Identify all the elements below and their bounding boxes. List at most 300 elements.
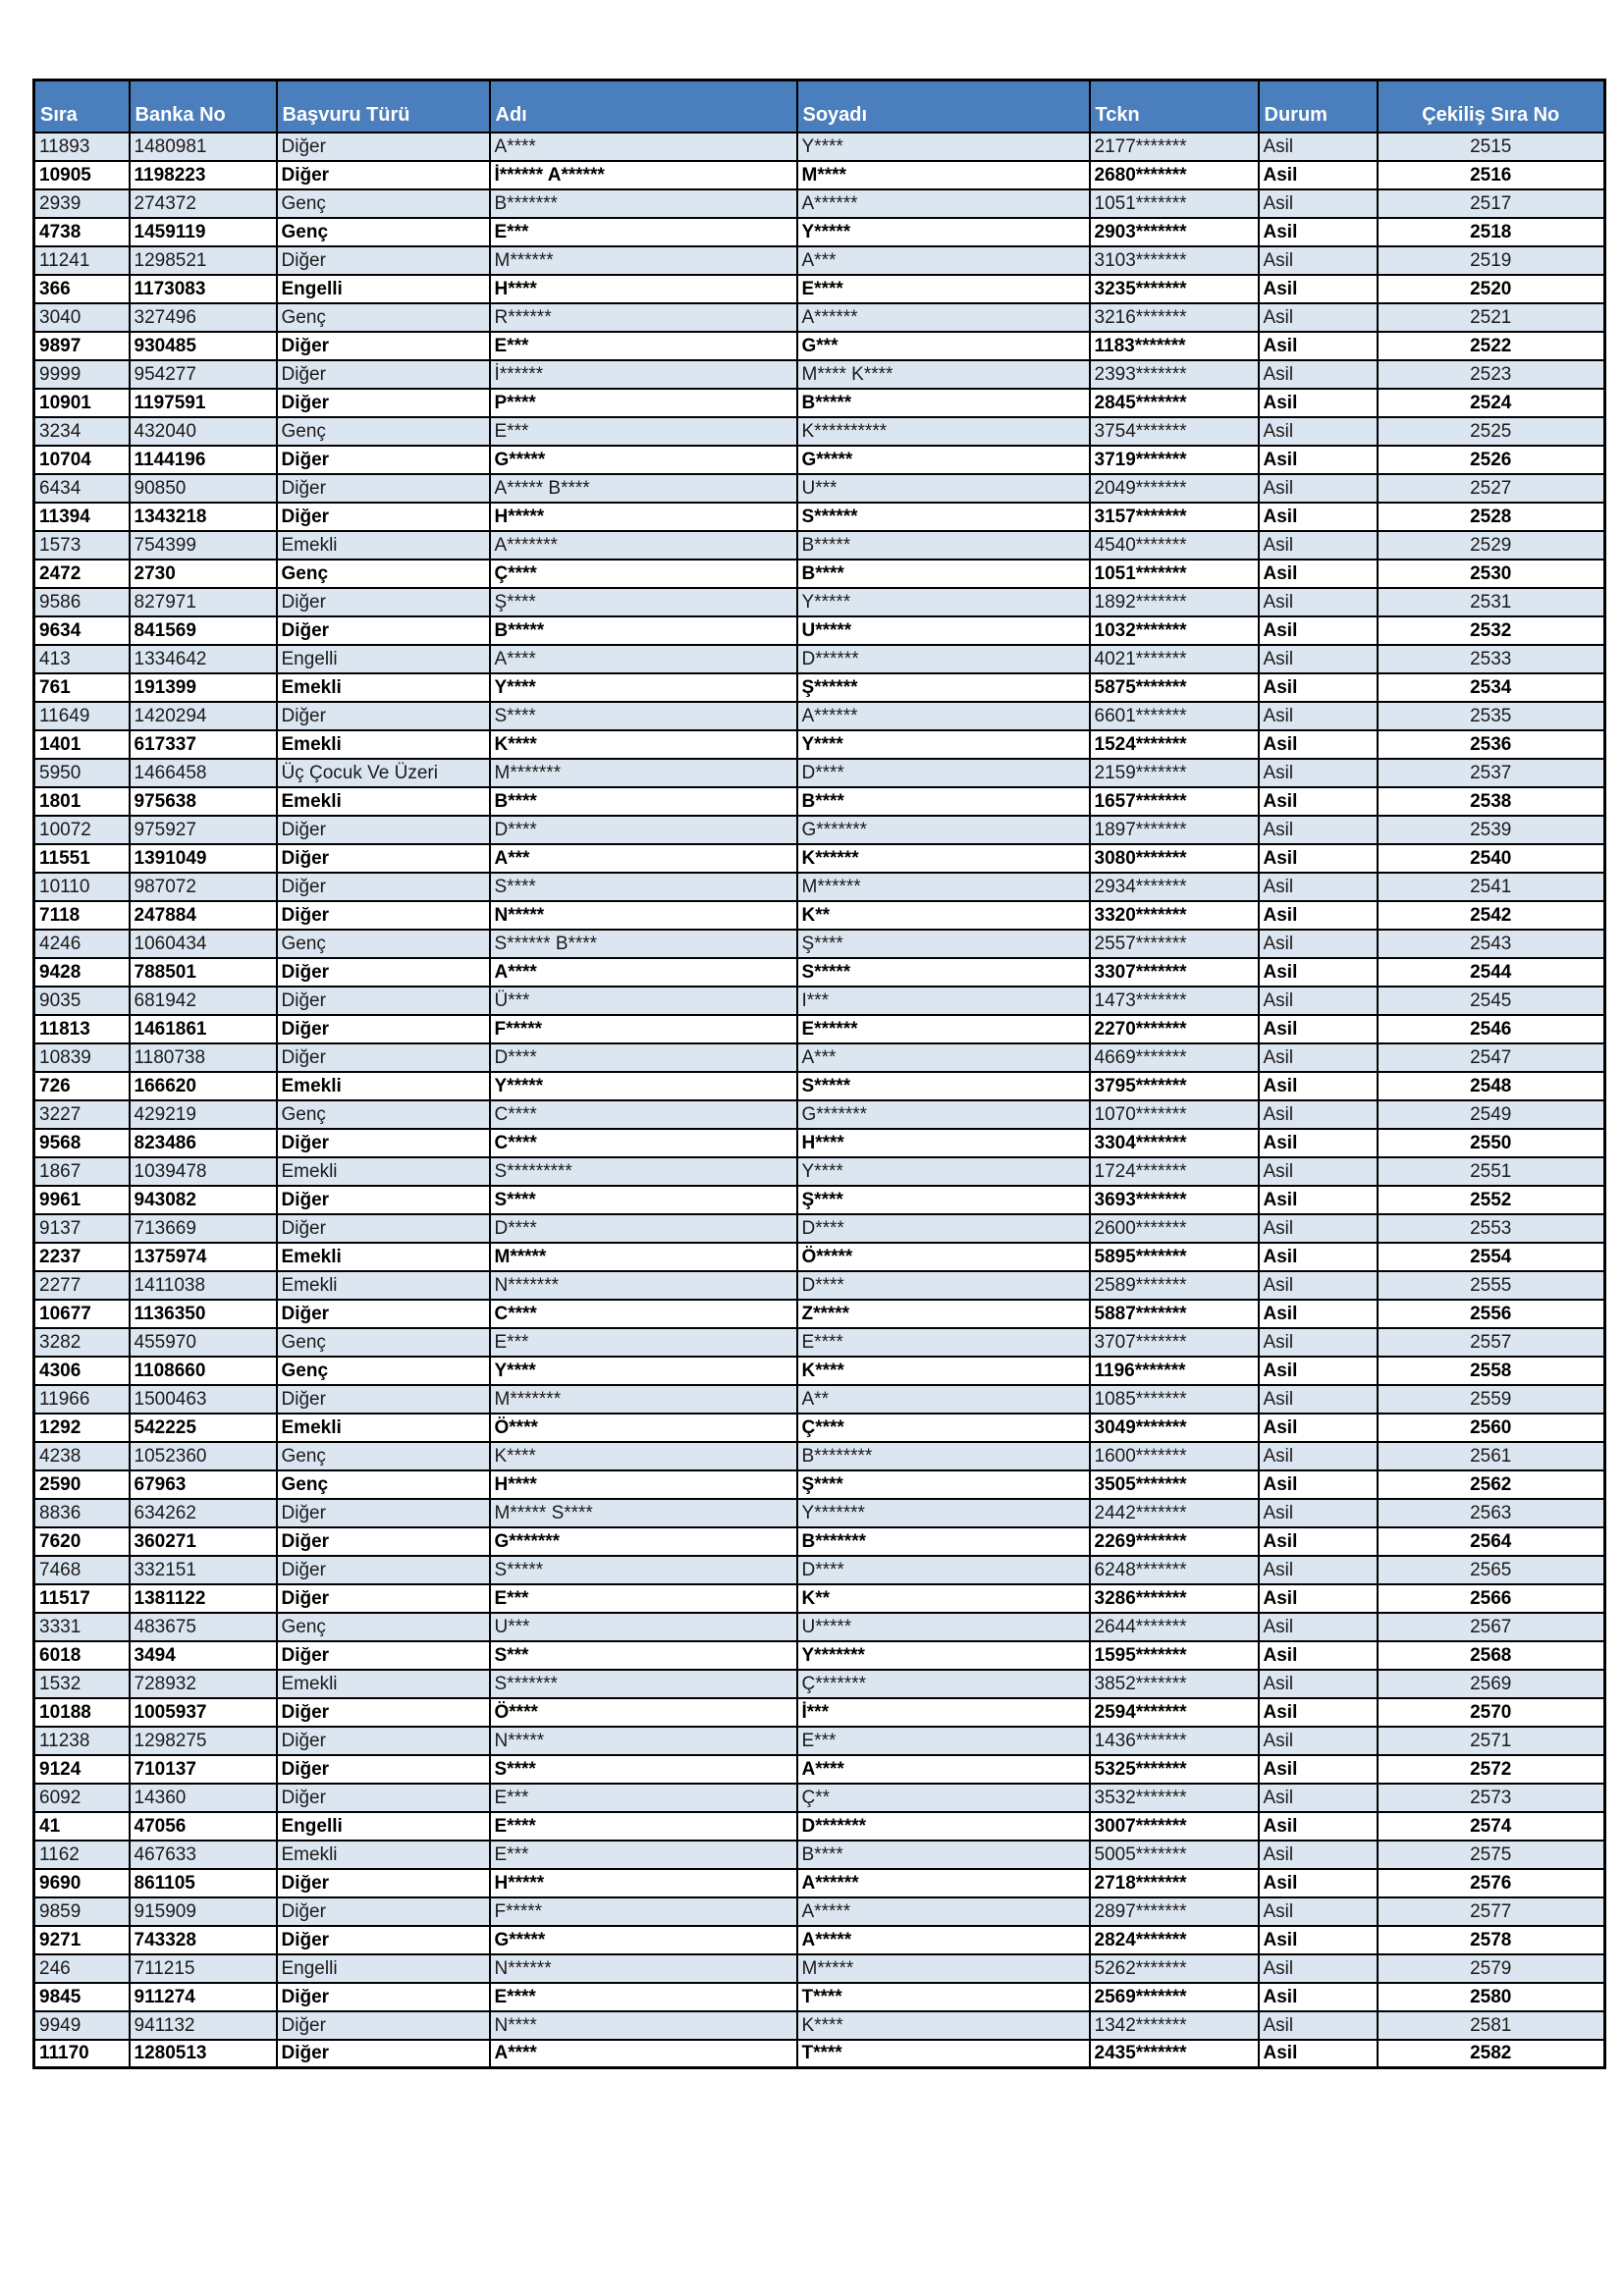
cell-basvuru_turu: Genç <box>277 189 490 218</box>
cell-banka_no: 911274 <box>130 1983 277 2011</box>
cell-durum: Asil <box>1259 1385 1378 1414</box>
cell-soyadi: M****** <box>797 873 1090 901</box>
cell-durum: Asil <box>1259 1584 1378 1613</box>
table-row <box>34 730 1605 759</box>
cell-adi: D**** <box>490 1214 797 1243</box>
cell-adi: H**** <box>490 1470 797 1499</box>
cell-banka_no: 47056 <box>130 1812 277 1841</box>
cell-soyadi: Ş**** <box>797 1470 1090 1499</box>
cell-adi: Y**** <box>490 1357 797 1385</box>
cell-sira: 2939 <box>34 189 130 218</box>
cell-durum: Asil <box>1259 246 1378 275</box>
cell-banka_no: 930485 <box>130 332 277 360</box>
cell-soyadi: Y******* <box>797 1641 1090 1670</box>
cell-adi: A******* <box>490 531 797 560</box>
cell-tckn: 1183******* <box>1090 332 1259 360</box>
cell-cekilis_sira_no: 2561 <box>1378 1442 1605 1470</box>
cell-soyadi: D**** <box>797 1556 1090 1584</box>
cell-banka_no: 1039478 <box>130 1157 277 1186</box>
cell-cekilis_sira_no: 2575 <box>1378 1841 1605 1869</box>
cell-cekilis_sira_no: 2530 <box>1378 560 1605 588</box>
cell-adi: A**** <box>490 958 797 987</box>
header-row <box>34 80 1605 133</box>
cell-cekilis_sira_no: 2532 <box>1378 616 1605 645</box>
cell-cekilis_sira_no: 2544 <box>1378 958 1605 987</box>
cell-banka_no: 432040 <box>130 417 277 446</box>
cell-banka_no: 1144196 <box>130 446 277 474</box>
cell-banka_no: 467633 <box>130 1841 277 1869</box>
table-row <box>34 417 1605 446</box>
cell-basvuru_turu: Diğer <box>277 987 490 1015</box>
table-row <box>34 2011 1605 2040</box>
cell-soyadi: E**** <box>797 1328 1090 1357</box>
cell-sira: 9845 <box>34 1983 130 2011</box>
cell-cekilis_sira_no: 2580 <box>1378 1983 1605 2011</box>
cell-basvuru_turu: Diğer <box>277 1698 490 1727</box>
cell-basvuru_turu: Genç <box>277 1100 490 1129</box>
cell-basvuru_turu: Diğer <box>277 702 490 730</box>
cell-cekilis_sira_no: 2516 <box>1378 161 1605 189</box>
cell-soyadi: T**** <box>797 1983 1090 2011</box>
cell-sira: 2237 <box>34 1243 130 1271</box>
table-row <box>34 1271 1605 1300</box>
cell-tckn: 5895******* <box>1090 1243 1259 1271</box>
cell-sira: 2472 <box>34 560 130 588</box>
cell-basvuru_turu: Diğer <box>277 1727 490 1755</box>
cell-adi: S********* <box>490 1157 797 1186</box>
cell-durum: Asil <box>1259 133 1378 161</box>
cell-sira: 4238 <box>34 1442 130 1470</box>
cell-cekilis_sira_no: 2528 <box>1378 503 1605 531</box>
cell-cekilis_sira_no: 2576 <box>1378 1869 1605 1897</box>
cell-tckn: 3049******* <box>1090 1414 1259 1442</box>
cell-soyadi: G*** <box>797 332 1090 360</box>
cell-tckn: 2824******* <box>1090 1926 1259 1954</box>
cell-sira: 1573 <box>34 531 130 560</box>
table-row <box>34 1442 1605 1470</box>
cell-durum: Asil <box>1259 1157 1378 1186</box>
table-row <box>34 1926 1605 1954</box>
cell-tckn: 3320******* <box>1090 901 1259 930</box>
cell-banka_no: 788501 <box>130 958 277 987</box>
cell-soyadi: Ş**** <box>797 930 1090 958</box>
cell-basvuru_turu: Engelli <box>277 1954 490 1983</box>
cell-cekilis_sira_no: 2518 <box>1378 218 1605 246</box>
table-row <box>34 1897 1605 1926</box>
cell-durum: Asil <box>1259 1499 1378 1527</box>
cell-adi: Ç**** <box>490 560 797 588</box>
cell-banka_no: 67963 <box>130 1470 277 1499</box>
cell-adi: E*** <box>490 417 797 446</box>
cell-banka_no: 455970 <box>130 1328 277 1357</box>
cell-tckn: 3304******* <box>1090 1129 1259 1157</box>
cell-durum: Asil <box>1259 218 1378 246</box>
cell-durum: Asil <box>1259 1897 1378 1926</box>
cell-cekilis_sira_no: 2541 <box>1378 873 1605 901</box>
cell-banka_no: 743328 <box>130 1926 277 1954</box>
cell-basvuru_turu: Diğer <box>277 1015 490 1043</box>
cell-cekilis_sira_no: 2556 <box>1378 1300 1605 1328</box>
cell-adi: F***** <box>490 1015 797 1043</box>
table-row <box>34 1328 1605 1357</box>
table-row <box>34 987 1605 1015</box>
cell-basvuru_turu: Engelli <box>277 645 490 673</box>
cell-tckn: 3754******* <box>1090 417 1259 446</box>
cell-tckn: 2159******* <box>1090 759 1259 787</box>
cell-soyadi: B******* <box>797 1527 1090 1556</box>
cell-cekilis_sira_no: 2535 <box>1378 702 1605 730</box>
table-row <box>34 673 1605 702</box>
cell-basvuru_turu: Diğer <box>277 474 490 503</box>
cell-adi: M***** <box>490 1243 797 1271</box>
cell-sira: 9859 <box>34 1897 130 1926</box>
cell-soyadi: D**** <box>797 759 1090 787</box>
cell-sira: 8836 <box>34 1499 130 1527</box>
cell-basvuru_turu: Diğer <box>277 1499 490 1527</box>
cell-tckn: 1892******* <box>1090 588 1259 616</box>
cell-banka_no: 1375974 <box>130 1243 277 1271</box>
cell-basvuru_turu: Diğer <box>277 1784 490 1812</box>
cell-tckn: 4021******* <box>1090 645 1259 673</box>
cell-adi: U*** <box>490 1613 797 1641</box>
cell-adi: F***** <box>490 1897 797 1926</box>
cell-banka_no: 1108660 <box>130 1357 277 1385</box>
cell-soyadi: E****** <box>797 1015 1090 1043</box>
cell-tckn: 2393******* <box>1090 360 1259 389</box>
cell-banka_no: 429219 <box>130 1100 277 1129</box>
cell-cekilis_sira_no: 2523 <box>1378 360 1605 389</box>
cell-durum: Asil <box>1259 1812 1378 1841</box>
cell-sira: 9137 <box>34 1214 130 1243</box>
cell-soyadi: K**** <box>797 1357 1090 1385</box>
cell-tckn: 2644******* <box>1090 1613 1259 1641</box>
cell-banka_no: 713669 <box>130 1214 277 1243</box>
cell-basvuru_turu: Diğer <box>277 161 490 189</box>
cell-cekilis_sira_no: 2560 <box>1378 1414 1605 1442</box>
cell-sira: 11551 <box>34 844 130 873</box>
cell-durum: Asil <box>1259 1670 1378 1698</box>
column-header-banka_no: Banka No <box>130 80 277 133</box>
cell-banka_no: 1500463 <box>130 1385 277 1414</box>
cell-durum: Asil <box>1259 389 1378 417</box>
cell-cekilis_sira_no: 2565 <box>1378 1556 1605 1584</box>
cell-basvuru_turu: Emekli <box>277 1072 490 1100</box>
cell-soyadi: D******* <box>797 1812 1090 1841</box>
cell-durum: Asil <box>1259 1784 1378 1812</box>
cell-adi: C**** <box>490 1100 797 1129</box>
cell-banka_no: 3494 <box>130 1641 277 1670</box>
cell-adi: S***** <box>490 1556 797 1584</box>
cell-basvuru_turu: Diğer <box>277 446 490 474</box>
cell-banka_no: 2730 <box>130 560 277 588</box>
cell-sira: 10704 <box>34 446 130 474</box>
cell-sira: 10839 <box>34 1043 130 1072</box>
cell-cekilis_sira_no: 2536 <box>1378 730 1605 759</box>
cell-banka_no: 1411038 <box>130 1271 277 1300</box>
cell-soyadi: T**** <box>797 2040 1090 2068</box>
cell-sira: 11649 <box>34 702 130 730</box>
cell-sira: 11170 <box>34 2040 130 2068</box>
cell-basvuru_turu: Diğer <box>277 901 490 930</box>
cell-adi: Ş**** <box>490 588 797 616</box>
cell-tckn: 3719******* <box>1090 446 1259 474</box>
cell-banka_no: 1381122 <box>130 1584 277 1613</box>
cell-sira: 9035 <box>34 987 130 1015</box>
cell-cekilis_sira_no: 2570 <box>1378 1698 1605 1727</box>
cell-durum: Asil <box>1259 161 1378 189</box>
table-row <box>34 1499 1605 1527</box>
cell-sira: 3331 <box>34 1613 130 1641</box>
cell-sira: 6434 <box>34 474 130 503</box>
cell-basvuru_turu: Diğer <box>277 1300 490 1328</box>
cell-basvuru_turu: Diğer <box>277 1129 490 1157</box>
cell-cekilis_sira_no: 2525 <box>1378 417 1605 446</box>
cell-cekilis_sira_no: 2545 <box>1378 987 1605 1015</box>
cell-cekilis_sira_no: 2578 <box>1378 1926 1605 1954</box>
table-row <box>34 1470 1605 1499</box>
table-row <box>34 1243 1605 1271</box>
table-row <box>34 1414 1605 1442</box>
cell-banka_no: 941132 <box>130 2011 277 2040</box>
cell-sira: 3282 <box>34 1328 130 1357</box>
cell-tckn: 2845******* <box>1090 389 1259 417</box>
cell-banka_no: 274372 <box>130 189 277 218</box>
cell-cekilis_sira_no: 2550 <box>1378 1129 1605 1157</box>
cell-sira: 11966 <box>34 1385 130 1414</box>
cell-banka_no: 1198223 <box>130 161 277 189</box>
cell-banka_no: 166620 <box>130 1072 277 1100</box>
table-row <box>34 1841 1605 1869</box>
cell-sira: 761 <box>34 673 130 702</box>
cell-sira: 1162 <box>34 1841 130 1869</box>
cell-durum: Asil <box>1259 1214 1378 1243</box>
cell-banka_no: 1461861 <box>130 1015 277 1043</box>
cell-adi: H***** <box>490 1869 797 1897</box>
cell-sira: 3040 <box>34 303 130 332</box>
cell-soyadi: E*** <box>797 1727 1090 1755</box>
cell-adi: H**** <box>490 275 797 303</box>
cell-adi: S*** <box>490 1641 797 1670</box>
cell-tckn: 2589******* <box>1090 1271 1259 1300</box>
cell-banka_no: 1298275 <box>130 1727 277 1755</box>
cell-adi: E**** <box>490 1983 797 2011</box>
cell-basvuru_turu: Diğer <box>277 1926 490 1954</box>
cell-durum: Asil <box>1259 2040 1378 2068</box>
cell-tckn: 3080******* <box>1090 844 1259 873</box>
cell-soyadi: A***** <box>797 1926 1090 1954</box>
cell-soyadi: M***** <box>797 1954 1090 1983</box>
cell-basvuru_turu: Diğer <box>277 1755 490 1784</box>
cell-adi: P**** <box>490 389 797 417</box>
cell-durum: Asil <box>1259 1015 1378 1043</box>
cell-soyadi: S***** <box>797 958 1090 987</box>
cell-adi: E*** <box>490 1584 797 1613</box>
cell-basvuru_turu: Emekli <box>277 1157 490 1186</box>
cell-tckn: 2270******* <box>1090 1015 1259 1043</box>
cell-tckn: 1657******* <box>1090 787 1259 816</box>
cell-adi: E*** <box>490 1784 797 1812</box>
cell-banka_no: 681942 <box>130 987 277 1015</box>
table-row <box>34 1072 1605 1100</box>
cell-sira: 9949 <box>34 2011 130 2040</box>
table-row <box>34 503 1605 531</box>
cell-durum: Asil <box>1259 1357 1378 1385</box>
cell-banka_no: 483675 <box>130 1613 277 1641</box>
cell-durum: Asil <box>1259 1271 1378 1300</box>
cell-tckn: 2442******* <box>1090 1499 1259 1527</box>
cell-soyadi: A****** <box>797 702 1090 730</box>
cell-basvuru_turu: Diğer <box>277 133 490 161</box>
cell-cekilis_sira_no: 2533 <box>1378 645 1605 673</box>
cell-cekilis_sira_no: 2557 <box>1378 1328 1605 1357</box>
cell-cekilis_sira_no: 2517 <box>1378 189 1605 218</box>
cell-durum: Asil <box>1259 1129 1378 1157</box>
cell-banka_no: 754399 <box>130 531 277 560</box>
cell-adi: Ü*** <box>490 987 797 1015</box>
table-row <box>34 1100 1605 1129</box>
cell-soyadi: D**** <box>797 1271 1090 1300</box>
table-row <box>34 246 1605 275</box>
cell-durum: Asil <box>1259 616 1378 645</box>
cell-soyadi: Y**** <box>797 1157 1090 1186</box>
cell-cekilis_sira_no: 2539 <box>1378 816 1605 844</box>
cell-sira: 9634 <box>34 616 130 645</box>
table-row <box>34 645 1605 673</box>
cell-sira: 246 <box>34 1954 130 1983</box>
table-row <box>34 1670 1605 1698</box>
table-row <box>34 189 1605 218</box>
cell-cekilis_sira_no: 2574 <box>1378 1812 1605 1841</box>
cell-cekilis_sira_no: 2515 <box>1378 133 1605 161</box>
cell-soyadi: A*** <box>797 1043 1090 1072</box>
cell-soyadi: E**** <box>797 275 1090 303</box>
cell-soyadi: Y***** <box>797 218 1090 246</box>
cell-tckn: 3693******* <box>1090 1186 1259 1214</box>
cell-basvuru_turu: Diğer <box>277 360 490 389</box>
cell-sira: 11517 <box>34 1584 130 1613</box>
cell-soyadi: K** <box>797 1584 1090 1613</box>
cell-adi: B******* <box>490 189 797 218</box>
cell-adi: G***** <box>490 1926 797 1954</box>
cell-adi: H***** <box>490 503 797 531</box>
cell-banka_no: 1480981 <box>130 133 277 161</box>
cell-adi: E*** <box>490 218 797 246</box>
cell-banka_no: 841569 <box>130 616 277 645</box>
cell-basvuru_turu: Diğer <box>277 616 490 645</box>
cell-soyadi: A****** <box>797 303 1090 332</box>
table-row <box>34 1869 1605 1897</box>
cell-durum: Asil <box>1259 560 1378 588</box>
cell-soyadi: A** <box>797 1385 1090 1414</box>
cell-tckn: 5887******* <box>1090 1300 1259 1328</box>
table-row <box>34 1584 1605 1613</box>
cell-durum: Asil <box>1259 1243 1378 1271</box>
cell-tckn: 3532******* <box>1090 1784 1259 1812</box>
cell-basvuru_turu: Emekli <box>277 787 490 816</box>
cell-sira: 6018 <box>34 1641 130 1670</box>
cell-soyadi: D****** <box>797 645 1090 673</box>
cell-sira: 1867 <box>34 1157 130 1186</box>
cell-cekilis_sira_no: 2538 <box>1378 787 1605 816</box>
cell-cekilis_sira_no: 2537 <box>1378 759 1605 787</box>
cell-soyadi: B**** <box>797 1841 1090 1869</box>
table-row <box>34 844 1605 873</box>
cell-adi: M***** S**** <box>490 1499 797 1527</box>
cell-soyadi: Ç**** <box>797 1414 1090 1442</box>
cell-sira: 9961 <box>34 1186 130 1214</box>
cell-adi: Y***** <box>490 1072 797 1100</box>
cell-adi: N***** <box>490 1727 797 1755</box>
cell-tckn: 2569******* <box>1090 1983 1259 2011</box>
cell-cekilis_sira_no: 2581 <box>1378 2011 1605 2040</box>
cell-basvuru_turu: Emekli <box>277 1841 490 1869</box>
cell-adi: R****** <box>490 303 797 332</box>
cell-tckn: 1085******* <box>1090 1385 1259 1414</box>
cell-basvuru_turu: Diğer <box>277 1556 490 1584</box>
cell-adi: Y**** <box>490 673 797 702</box>
cell-tckn: 2680******* <box>1090 161 1259 189</box>
cell-soyadi: B**** <box>797 787 1090 816</box>
cell-adi: İ****** <box>490 360 797 389</box>
table-row <box>34 1043 1605 1072</box>
cell-soyadi: K********** <box>797 417 1090 446</box>
cell-durum: Asil <box>1259 645 1378 673</box>
cell-soyadi: Ç** <box>797 1784 1090 1812</box>
cell-sira: 3234 <box>34 417 130 446</box>
cell-tckn: 1051******* <box>1090 189 1259 218</box>
cell-tckn: 3505******* <box>1090 1470 1259 1499</box>
table-row <box>34 1527 1605 1556</box>
cell-adi: S**** <box>490 873 797 901</box>
cell-durum: Asil <box>1259 730 1378 759</box>
cell-sira: 10901 <box>34 389 130 417</box>
cell-banka_no: 975927 <box>130 816 277 844</box>
cell-soyadi: U***** <box>797 1613 1090 1641</box>
cell-sira: 11394 <box>34 503 130 531</box>
table-row <box>34 759 1605 787</box>
cell-adi: A***** B**** <box>490 474 797 503</box>
cell-durum: Asil <box>1259 303 1378 332</box>
table-row <box>34 1186 1605 1214</box>
cell-adi: B**** <box>490 787 797 816</box>
cell-cekilis_sira_no: 2554 <box>1378 1243 1605 1271</box>
cell-sira: 7468 <box>34 1556 130 1584</box>
cell-sira: 7620 <box>34 1527 130 1556</box>
cell-cekilis_sira_no: 2564 <box>1378 1527 1605 1556</box>
cell-sira: 2277 <box>34 1271 130 1300</box>
cell-durum: Asil <box>1259 873 1378 901</box>
cell-sira: 3227 <box>34 1100 130 1129</box>
cell-soyadi: B******** <box>797 1442 1090 1470</box>
table-body <box>34 133 1605 2068</box>
cell-sira: 366 <box>34 275 130 303</box>
table-row <box>34 930 1605 958</box>
cell-sira: 11893 <box>34 133 130 161</box>
cell-cekilis_sira_no: 2527 <box>1378 474 1605 503</box>
cell-tckn: 5875******* <box>1090 673 1259 702</box>
cell-durum: Asil <box>1259 332 1378 360</box>
cell-adi: C**** <box>490 1300 797 1328</box>
cell-basvuru_turu: Engelli <box>277 1812 490 1841</box>
cell-banka_no: 14360 <box>130 1784 277 1812</box>
cell-adi: G******* <box>490 1527 797 1556</box>
cell-adi: S**** <box>490 702 797 730</box>
cell-banka_no: 90850 <box>130 474 277 503</box>
cell-durum: Asil <box>1259 1926 1378 1954</box>
cell-tckn: 4669******* <box>1090 1043 1259 1072</box>
cell-durum: Asil <box>1259 1613 1378 1641</box>
cell-cekilis_sira_no: 2526 <box>1378 446 1605 474</box>
